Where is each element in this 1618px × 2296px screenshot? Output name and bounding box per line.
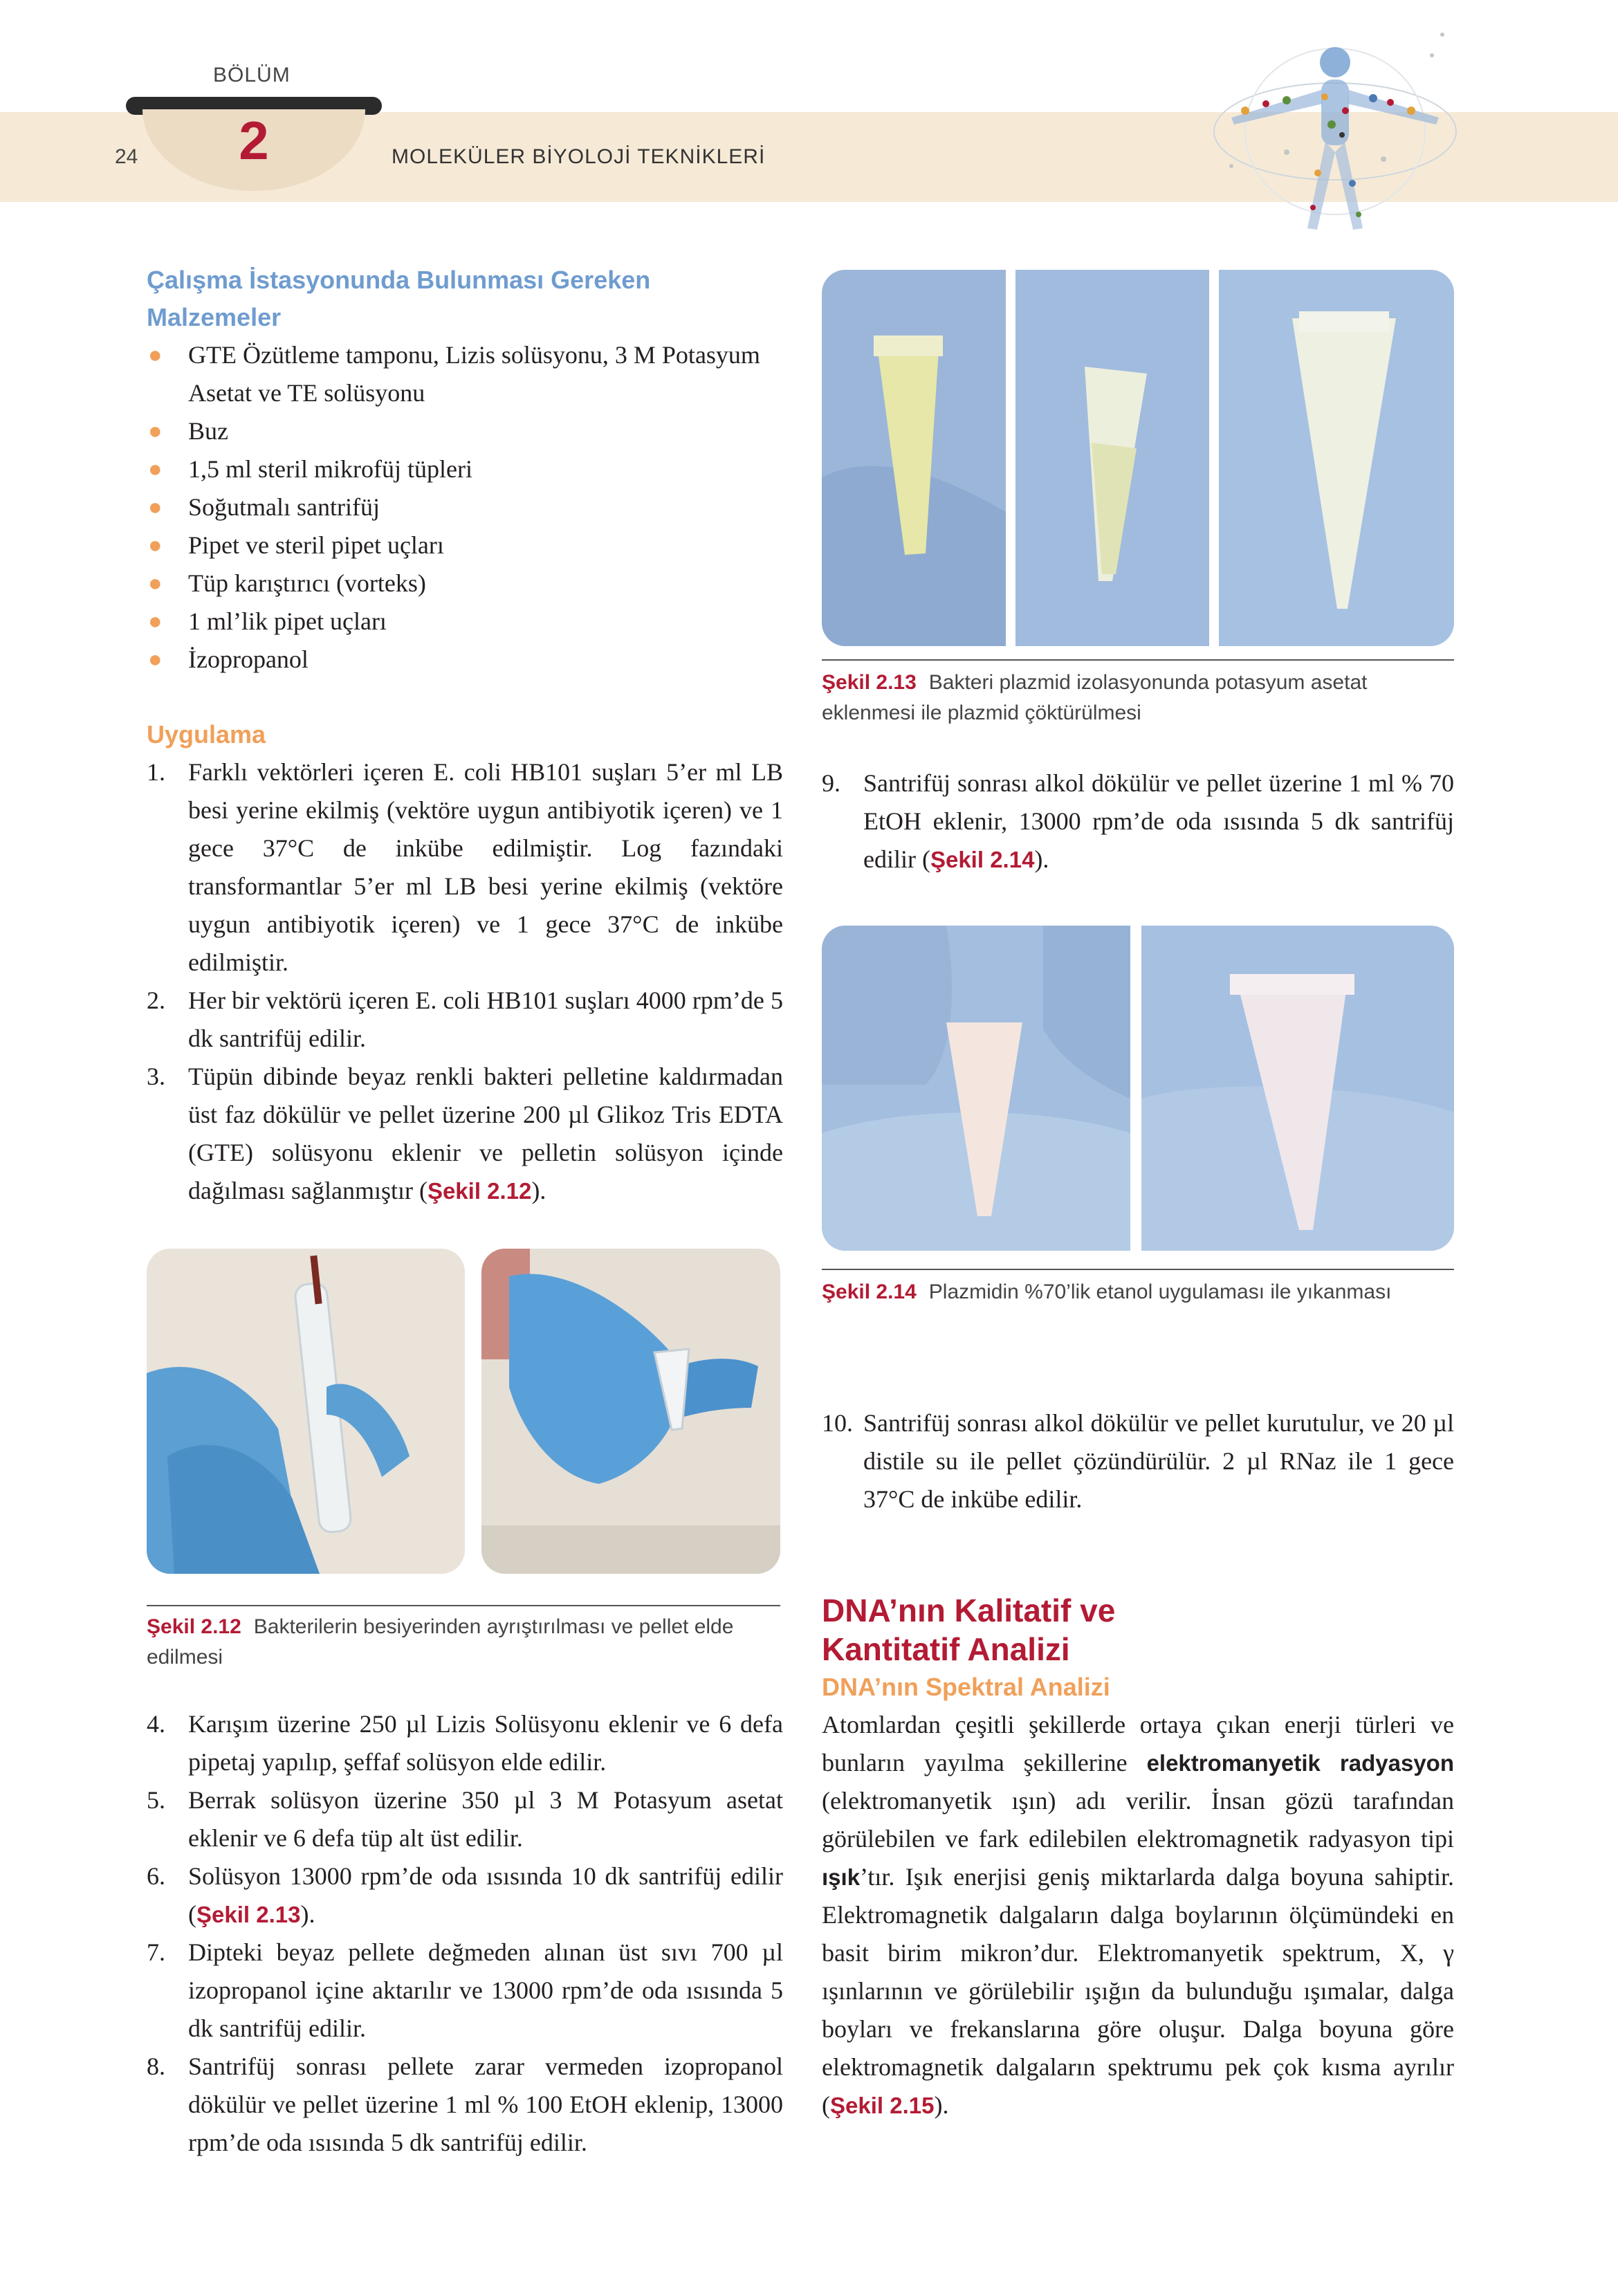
figure-2-13-rule xyxy=(822,659,1454,661)
figure-2-14-photos xyxy=(822,926,1454,1251)
bullet-icon: ● xyxy=(148,647,163,672)
step-4: 4. Karışım üzerine 250 µl Lizis Solüsyonu eklenir ve 6 defa pipetaj yapılıp, şeffaf solüsyon elde edilir. xyxy=(147,1710,783,1776)
bullet-icon: ● xyxy=(148,419,163,444)
list-item: ● İzopropanol xyxy=(147,641,783,679)
figure-label: Şekil 2.13 xyxy=(822,671,917,694)
chapter-label: BÖLÜM xyxy=(213,64,291,86)
figure-2-12-photo-right xyxy=(481,1249,780,1574)
bullet-icon: ● xyxy=(148,495,163,520)
bullet-icon: ● xyxy=(148,533,163,558)
figure-2-14-rule xyxy=(822,1269,1454,1270)
spectral-analysis-paragraph: Atomlardan çeşitli şekillerde ortaya çıkan enerji türleri ve bunların yayılma şekillerine elektromanyetik radyasyon (elektromanyetik ışın) adı verilir. İnsan gözü tarafından görülebilen ve fark edilebilen elektromagnetik radyasyon tipi ışık’tır. Işık enerjisi geniş miktarlarda dalga boyuna sahiptir. Elektromagnetik dalgaların dalga boylarının ölçümündeki en basit birim mikron’dur. Elektromanyetik spektrum, X, γ ışınlarının ve görülebilir ışığın da bulunduğu ışımalar, dalga boyları ve frekanslarına göre oluşur. Dalga boyuna göre elektromagnetik dalgaların spektrumu pek çok kısma ayrılır (Şekil 2.15). xyxy=(822,1711,1454,2119)
step-9: 9. Santrifüj sonrası alkol dökülür ve pellet üzerine 1 ml % 70 EtOH eklenir, 13000 rpm’de oda ısısında 5 dk santrifüj edilir (Şekil 2.14). xyxy=(822,769,1454,873)
figure-2-12-rule xyxy=(147,1605,780,1606)
application-section xyxy=(147,716,783,1210)
bullet-icon: ● xyxy=(148,457,163,482)
bullet-icon: ● xyxy=(148,342,163,368)
chapter-number: 2 xyxy=(239,110,269,171)
list-item: ● 1,5 ml steril mikrofüj tüpleri xyxy=(147,450,783,488)
term-elektromanyetik-radyasyon: elektromanyetik radyasyon xyxy=(1146,1750,1454,1776)
step-10: 10. Santrifüj sonrası alkol dökülür ve pellet kurutulur, ve 20 µl distile su ile pellet çözündürülür. 2 µl RNaz ile 1 gece 37°C de inkübe edilir. xyxy=(822,1409,1454,1513)
dna-analysis-section xyxy=(822,1591,1454,2124)
figure-2-12-photo-left xyxy=(147,1249,465,1574)
figure-2-13-caption: Şekil 2.13 Bakteri plazmid izolasyonunda potasyum asetat eklenmesi ile plazmid çöktürülmesi xyxy=(822,671,1368,724)
figure-2-13-photos xyxy=(822,270,1454,646)
step-7: 7. Dipteki beyaz pellete değmeden alınan üst sıvı 700 µl izopropanol içine aktarılır ve 13000 rpm’de oda ısısında 5 dk santrifüj edilir. xyxy=(147,1938,783,2042)
list-item: ● 1 ml’lik pipet uçları xyxy=(147,603,783,641)
subsection-heading: DNA’nın Spektral Analizi xyxy=(822,1673,1110,1701)
application-heading: Uygulama xyxy=(147,720,266,749)
materials-heading: Çalışma İstasyonunda Bulunması Gereken Malzemeler xyxy=(147,266,651,331)
human-figure-logo xyxy=(1204,14,1467,242)
list-item: ● GTE Özütleme tamponu, Lizis solüsyonu, 3 M Potasyum Asetat ve TE solüsyonu xyxy=(147,336,783,412)
bullet-icon: ● xyxy=(148,609,163,634)
step-5: 5. Berrak solüsyon üzerine 350 µl 3 M Potasyum asetat eklenir ve 6 defa tüp alt üst edilir. xyxy=(147,1786,783,1852)
materials-list xyxy=(147,336,783,679)
figure-reference-link[interactable]: Şekil 2.13 xyxy=(196,1902,301,1927)
figure-reference-link[interactable]: Şekil 2.15 xyxy=(830,2093,935,2118)
figure-reference-link[interactable]: Şekil 2.12 xyxy=(427,1178,532,1204)
page-number: 24 xyxy=(115,145,138,168)
step-1: 1. Farklı vektörleri içeren E. coli HB101 suşları 5’er ml LB besi yerine ekilmiş (vektöre uygun antibiyotik içeren) ve 1 gece 37°C de inkübe edilmiştir. Log fazındaki transformantlar 5’er ml LB besi yerine ekilmiş (vektöre uygun antibiyotik içeren) ve 1 gece 37°C de inkübe edilmiştir. xyxy=(147,758,783,976)
section-heading: DNA’nın Kalitatif ve Kantitatif Analizi xyxy=(822,1592,1116,1667)
bullet-icon: ● xyxy=(148,571,163,596)
figure-reference-link[interactable]: Şekil 2.14 xyxy=(930,847,1035,872)
figure-2-14-caption: Şekil 2.14 Plazmidin %70’lik etanol uygulaması ile yıkanması xyxy=(822,1280,1392,1303)
figure-label: Şekil 2.12 xyxy=(147,1615,241,1638)
materials-section xyxy=(147,261,783,679)
figure-label: Şekil 2.14 xyxy=(822,1280,917,1303)
step-10-block xyxy=(822,1404,1454,1518)
list-item: ● Buz xyxy=(147,412,783,450)
step-9-block xyxy=(822,764,1454,879)
term-isik: ışık xyxy=(822,1864,861,1890)
list-item: ● Tüp karıştırıcı (vorteks) xyxy=(147,564,783,603)
list-item: ● Soğutmalı santrifüj xyxy=(147,488,783,526)
step-6: 6. Solüsyon 13000 rpm’de oda ısısında 10 dk santrifüj edilir (Şekil 2.13). xyxy=(147,1862,783,1928)
steps-4-8 xyxy=(147,1705,783,2162)
list-item: ● Pipet ve steril pipet uçları xyxy=(147,526,783,564)
step-2: 2. Her bir vektörü içeren E. coli HB101 suşları 4000 rpm’de 5 dk santrifüj edilir. xyxy=(147,986,783,1052)
figure-2-12-caption: Şekil 2.12 Bakterilerin besiyerinden ayrıştırılması ve pellet elde edilmesi xyxy=(147,1615,734,1669)
step-8: 8. Santrifüj sonrası pellete zarar vermeden izopropanol dökülür ve pellet üzerine 1 ml % 100 EtOH eklenip, 13000 rpm’de oda ısısında 5 dk santrifüj edilir. xyxy=(147,2052,783,2156)
book-title: MOLEKÜLER BİYOLOJİ TEKNİKLERİ xyxy=(392,145,766,168)
step-3: 3. Tüpün dibinde beyaz renkli bakteri pelletine kaldırmadan üst faz dökülür ve pellet üzerine 200 µl Glikoz Tris EDTA (GTE) solüsyonu eklenir ve pelletin solüsyon içinde dağılması sağlanmıştır (Şekil 2.12). xyxy=(147,1063,783,1204)
